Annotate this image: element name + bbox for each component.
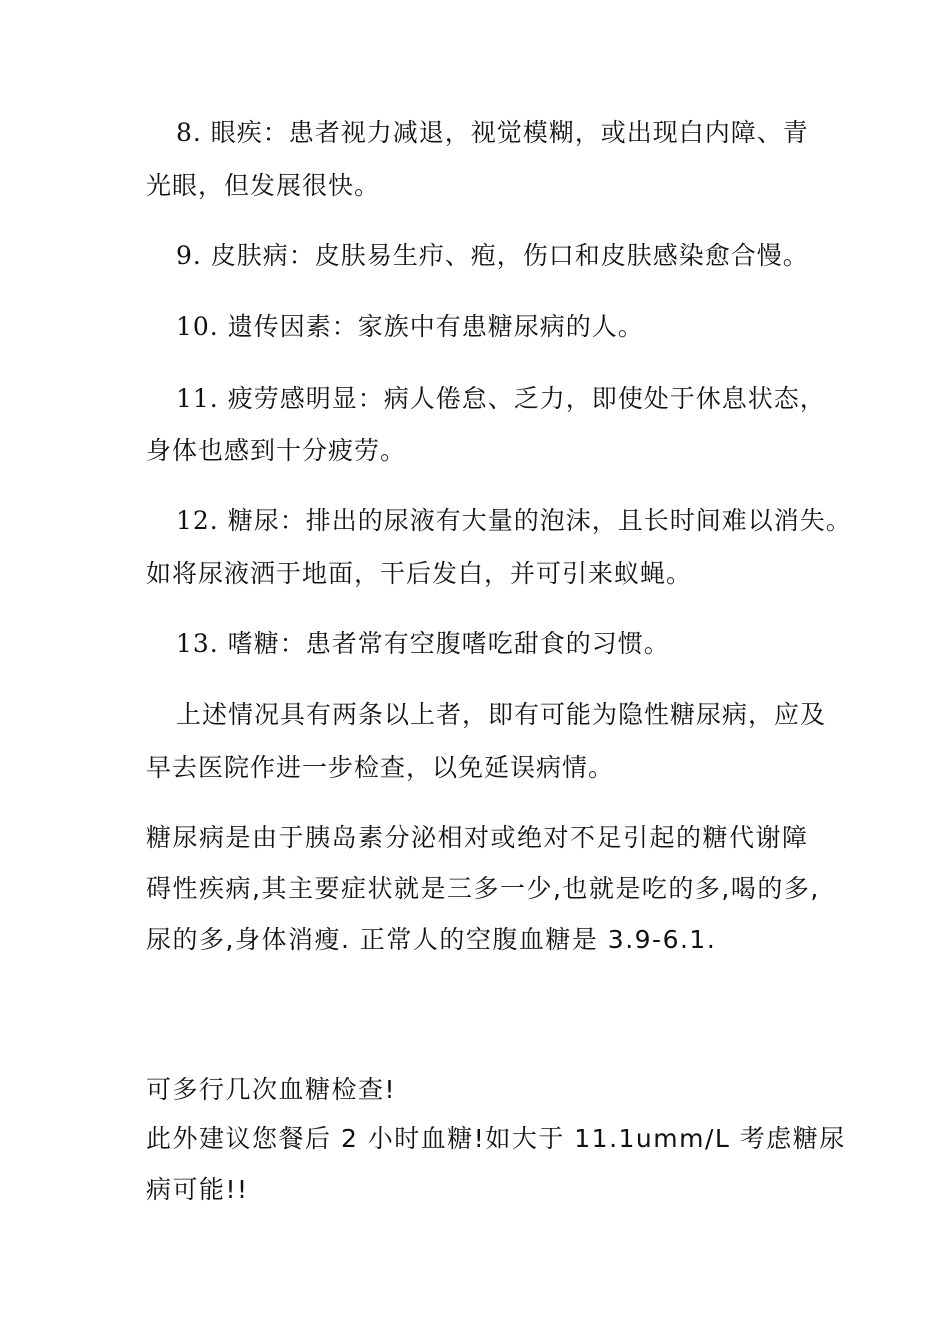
item-11-line-2: 身体也感到十分疲劳。	[146, 436, 407, 465]
definition-line-3: 尿的多,身体消瘦. 正常人的空腹血糖是 3.9-6.1.	[146, 925, 717, 954]
summary-line-2: 早去医院作进一步检查，以免延误病情。	[146, 753, 615, 782]
item-12-line-1: 12. 糖尿：排出的尿液有大量的泡沫，且长时间难以消失。	[176, 506, 852, 535]
item-8-line-2: 光眼，但发展很快。	[146, 171, 381, 200]
item-8-line-1: 8. 眼疾：患者视力减退，视觉模糊，或出现白内障、青	[176, 118, 809, 147]
definition-line-1: 糖尿病是由于胰岛素分泌相对或绝对不足引起的糖代谢障	[146, 823, 809, 852]
definition-line-2: 碍性疾病,其主要症状就是三多一少,也就是吃的多,喝的多,	[146, 874, 820, 903]
advice-line-2: 此外建议您餐后 2 小时血糖!如大于 11.1umm/L 考虑糖尿	[146, 1124, 846, 1153]
item-13-line-1: 13. 嗜糖：患者常有空腹嗜吃甜食的习惯。	[176, 629, 670, 658]
item-10-line-1: 10. 遗传因素：家族中有患糖尿病的人。	[176, 312, 644, 341]
summary-line-1: 上述情况具有两条以上者，即有可能为隐性糖尿病，应及	[176, 700, 827, 729]
advice-line-1: 可多行几次血糖检查!	[146, 1075, 397, 1104]
item-9-line-1: 9. 皮肤病：皮肤易生疖、疱，伤口和皮肤感染愈合慢。	[176, 241, 809, 270]
item-11-line-1: 11. 疲劳感明显：病人倦怠、乏力，即使处于休息状态，	[176, 384, 826, 413]
advice-line-3: 病可能!!	[146, 1175, 249, 1204]
item-12-line-2: 如将尿液洒于地面，干后发白，并可引来蚁蝇。	[146, 559, 693, 588]
